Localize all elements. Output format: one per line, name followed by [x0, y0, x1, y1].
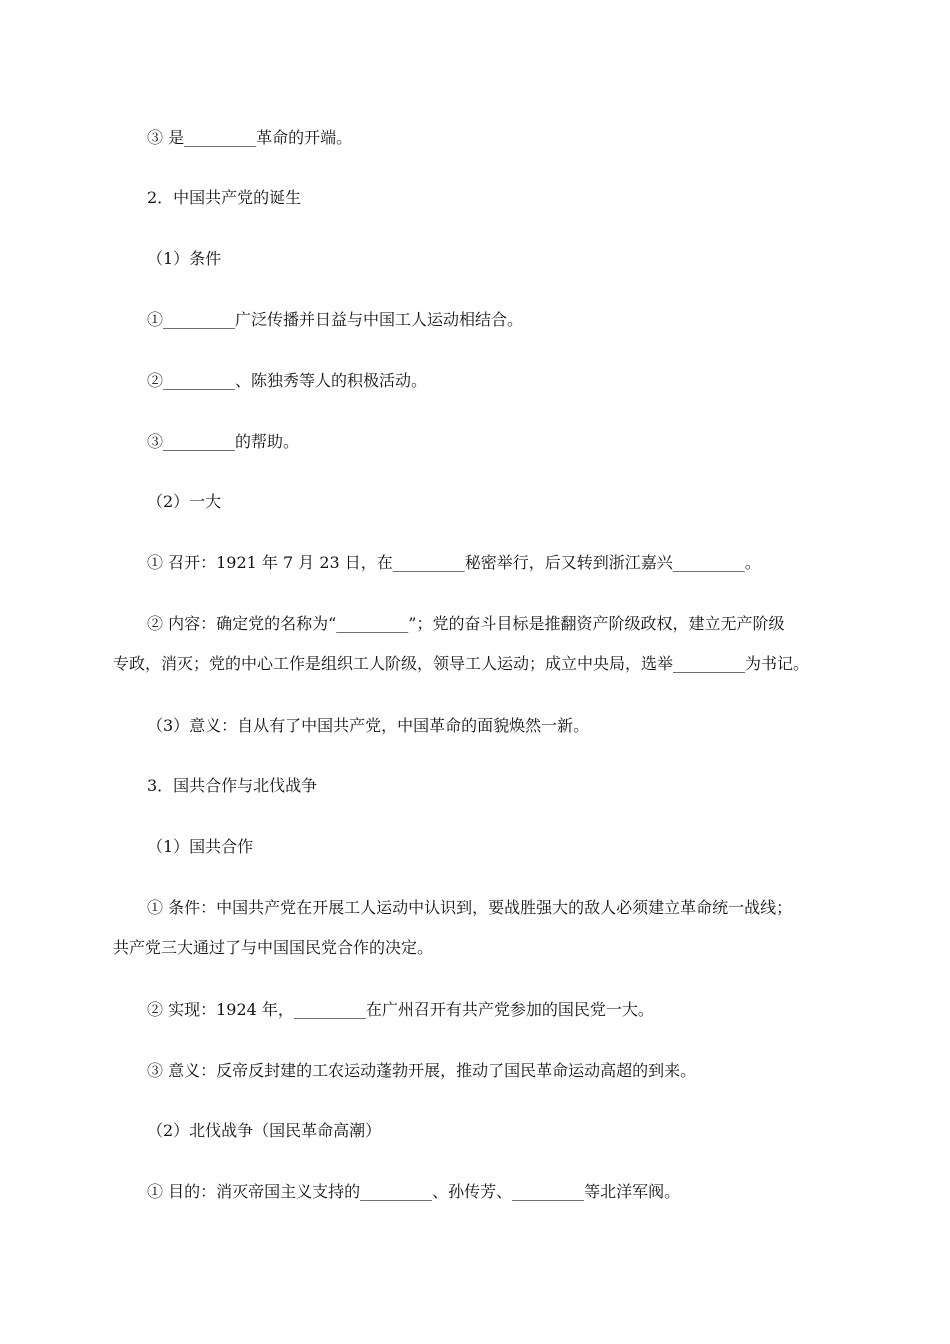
text-line: ① 条件：中国共产党在开展工人运动中认识到，要战胜强大的敌人必须建立革命统一战线；: [147, 898, 793, 917]
text-line: ② 内容：确定党的名称为“_________”；党的奋斗目标是推翻资产阶级政权，建立无产阶级: [147, 614, 785, 633]
text-line: ① 目的：消灭帝国主义支持的_________、孙传芳、_________等北洋军阀。: [147, 1182, 681, 1201]
text-line: ① 召开：1921 年 7 月 23 日，在_________秘密举行，后又转到浙江嘉兴_________。: [147, 553, 761, 572]
subsection-heading: （1）国共合作: [147, 837, 254, 856]
text-line: ③ 是_________革命的开端。: [147, 128, 353, 147]
section-heading: 2．中国共产党的诞生: [147, 188, 302, 207]
text-line: 共产党三大通过了与中国国民党合作的决定。: [113, 938, 434, 957]
text-line: ①_________广泛传播并日益与中国工人运动相结合。: [147, 310, 524, 329]
section-heading: 3．国共合作与北伐战争: [147, 776, 318, 795]
subsection-heading: （1）条件: [147, 249, 222, 268]
subsection-heading: （2）一大: [147, 492, 222, 511]
text-line: ② 实现：1924 年，_________在广州召开有共产党参加的国民党一大。: [147, 1000, 654, 1019]
text-line: ③ 意义：反帝反封建的工农运动蓬勃开展，推动了国民革命运动高超的到来。: [147, 1061, 697, 1080]
subsection-heading: （2）北伐战争（国民革命高潮）: [147, 1121, 382, 1140]
text-line: 专政，消灭；党的中心工作是组织工人阶级，领导工人运动；成立中央局，选举_________为书记。: [113, 654, 810, 673]
text-line: ③_________的帮助。: [147, 432, 300, 451]
text-line: （3）意义：自从有了中国共产党，中国革命的面貌焕然一新。: [147, 716, 590, 735]
text-line: ②_________、陈独秀等人的积极活动。: [147, 371, 428, 390]
